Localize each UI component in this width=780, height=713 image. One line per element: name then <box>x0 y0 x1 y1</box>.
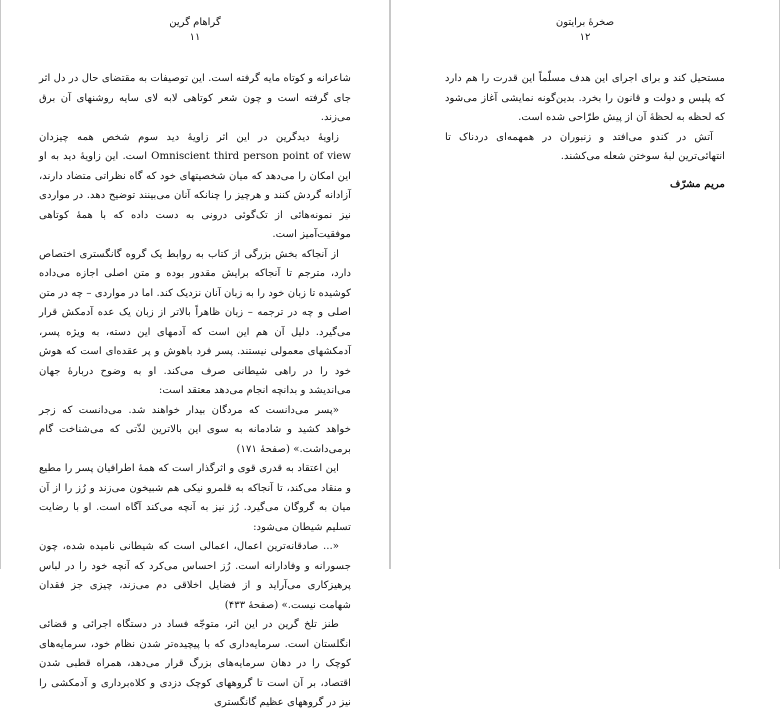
left-running-head: گراهام گرین <box>169 17 221 28</box>
right-running-head: صخرهٔ برایتون <box>555 17 615 28</box>
paragraph: شاعرانه و کوتاه مایه گرفته است. این توصیفات به مقتضای حال در دل اثر جای گرفته است و چون شعر کوتاهی لابه لای سایه روشنهای آن برق می‌زند. <box>39 73 351 123</box>
translator-signature: مریم مشرّف <box>670 177 725 190</box>
right-page <box>390 0 780 569</box>
left-page-number: ۱۱ <box>189 32 201 43</box>
paragraph: آتش در کندو می‌افتد و زنبوران در همهمه‌ای دردناک تا انتهائی‌ترین لبهٔ سوختن شعله می‌کشند. <box>445 131 725 162</box>
quotation: «... صادقانه‌ترین اعمال، اعمالی است که شیطانی نامیده شده، چون جسورانه و وفادارانه است. رُز احساس می‌کرد که آنچه خود را در لباس پرهیزکاری می‌آراید و از فضایل اخلاقی دم می‌زند، چیزی جز فقدان شهامت نیست.» (صفحهٔ ۴۳۳) <box>39 541 351 611</box>
quotation: «پسر می‌دانست که مردگان بیدار خواهند شد. می‌دانست که زجر خواهد کشید و شادمانه به سوی این بالاترین لذّتی که می‌شناخت گام برمی‌داشت.» (صفحهٔ ۱۷۱) <box>39 404 351 455</box>
paragraph: مستحیل کند و برای اجرای این هدف مسلّماً این قدرت را هم دارد که پلیس و دولت و قانون را بخرد. بدین‌گونه نمایشی آغاز می‌شود که لحظه به لحظهٔ آن از پیش طرّاحی شده است. <box>445 73 725 123</box>
left-page-body <box>39 69 351 713</box>
paragraph: زاویهٔ دیدگرین در این اثر زاویهٔ دید سوم شخص همه چیزدان Omniscient third person point of view است. این زاویهٔ دید به او این امکان را می‌دهد که میان شخصیتهای خود که گاه نظراتی متضاد دارند، آزادانه گردش کنند و هرچیز را چنانکه آنان می‌بینند توضیح دهد. در مواردی نیز نمونه‌هائی از تک‌گوئی درونی به دست داده که با همهٔ کوتاهی موفقیت‌آمیز است. <box>39 131 352 240</box>
paragraph: طنز تلخ گرین در این اثر، متوجّه فساد در دستگاه اجرائی و قضائی انگلستان است. سرمایه‌داری که با پیچیده‌تر شدن نظام خود، سرمایه‌های کوچک را در دهان سرمایه‌های بزرگ قرار می‌دهد، همراه قطبی شدن اقتصاد، بر آن است تا گروههای کوچک دزدی و کلاه‌برداری و آدمکشی را نیز در گروههای عظیم گانگستری <box>39 619 351 708</box>
left-page <box>0 0 390 708</box>
right-page-body <box>445 69 725 194</box>
paragraph: این اعتقاد به قدری قوی و اثرگذار است که همهٔ اطرافیان پسر را مطیع و منقاد می‌کند، تا آنجاکه به قلمرو نیکی هم شبیخون می‌زند و رُز را از آن میان به گروگان می‌گیرد. رُز نیز به آنچه می‌کند آگاه است. او با رضایت تسلیم شیطان می‌شود: <box>39 463 351 533</box>
paragraph: از آنجاکه بخش بزرگی از کتاب به روابط یک گروه گانگستری اختصاص دارد، مترجم تا آنجاکه برایش مقدور بوده و متن اصلی اجازه می‌داده کوشیده تا زبان خود را به زبان آنان نزدیک کند. اما در مواردی – چه در متن اصلی و چه در ترجمه – زبان ظاهراً بالاتر از زبان یک عده آدمکش قرار می‌گیرد. دلیل آن هم این است که آدمهای این دسته، به ویژه پسر، آدمکشهای معمولی نیستند. پسر فرد باهوش و پر عقده‌ای است که هوش خود را در راهی شیطانی صرف می‌کند. او به وضوح دربارهٔ جهان می‌اندیشد و بدانچه انجام می‌دهد معتقد است: <box>39 248 351 396</box>
right-page-number: ۱۲ <box>579 32 591 43</box>
